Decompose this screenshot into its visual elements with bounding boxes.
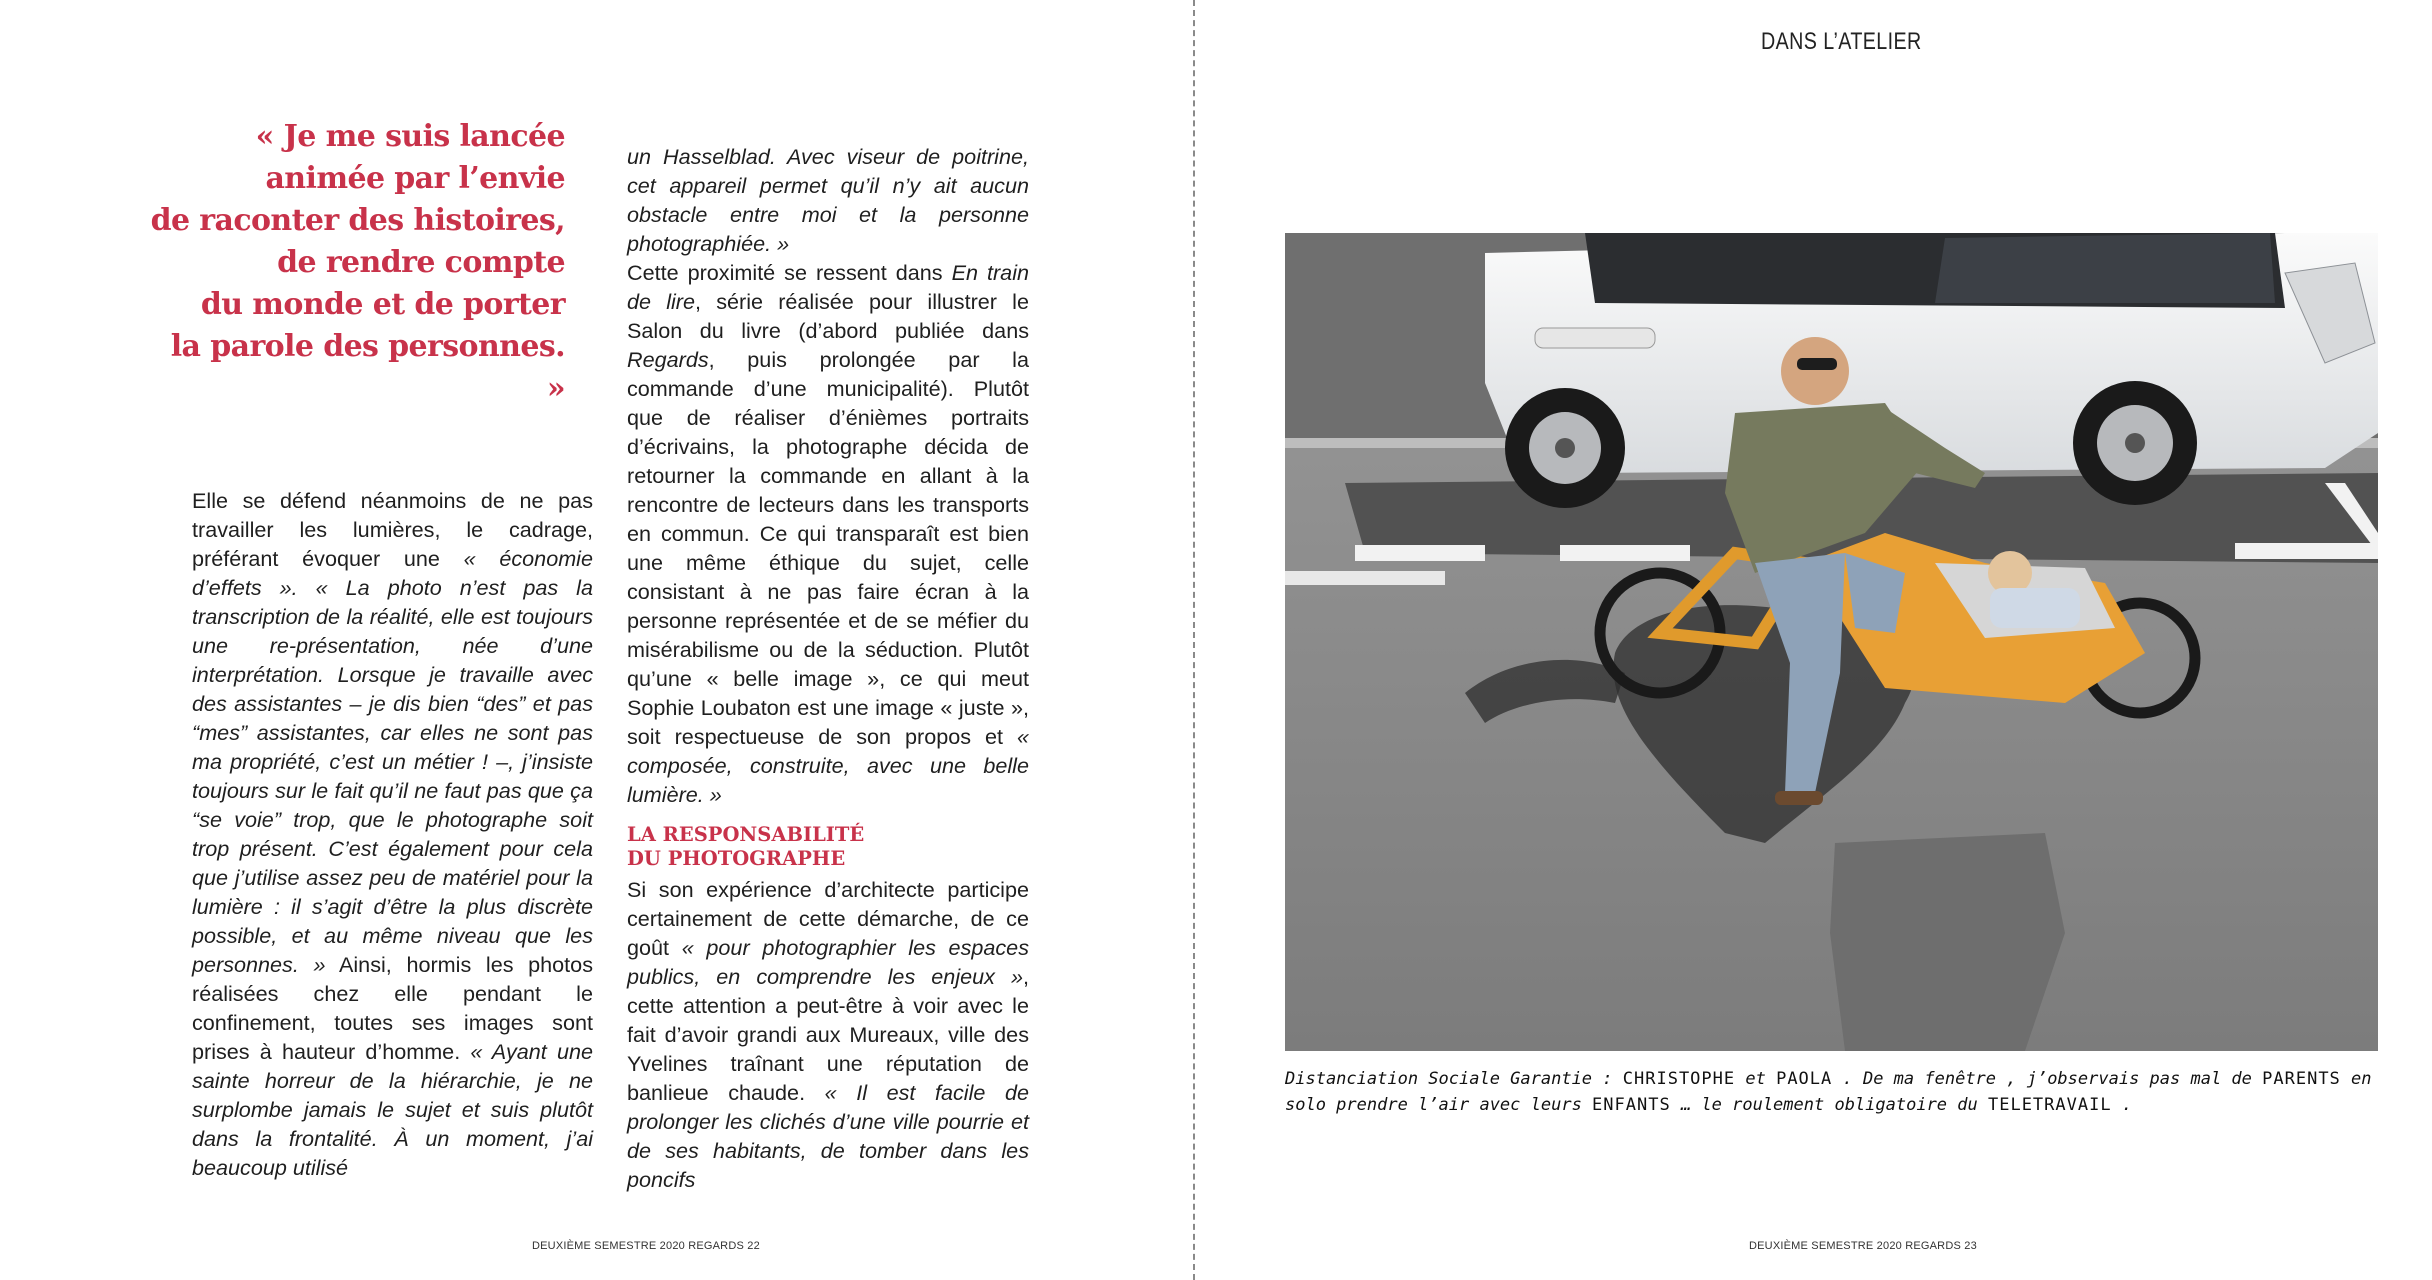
- caption-run: . De ma fenêtre , j’observais pas mal de: [1832, 1069, 2263, 1089]
- text-run-italic: « composée, construite, avec une belle lumière. »: [627, 724, 1029, 807]
- text-column-2: [627, 142, 1029, 1194]
- body-paragraph: [627, 142, 1029, 258]
- pull-quote: [150, 116, 565, 410]
- text-run-italic: « pour photographier les espaces publics, en comprendre les enjeux »: [627, 935, 1029, 989]
- text-run: , série réalisée pour illustrer le Salon du livre (d’abord publiée dans: [627, 289, 1029, 343]
- right-page: [1195, 0, 2432, 1280]
- section-label: DANS L’ATELIER: [1761, 28, 1922, 55]
- pull-quote-line: de raconter des histoires,: [150, 203, 565, 238]
- text-run: , puis prolongée par la commande d’une municipalité). Plutôt que de réaliser d’énièmes portraits d’écrivains, la photographe décida de retourner la commande en allant à la rencontre de lecteurs dans les transports en commun. Ce qui transparaît est bien une même éthique du sujet, celle consistant à ne pas faire écran à la personne représentée et de se méfier du misérabilisme ou de la séduction. Plutôt qu’une « belle image », ce qui meut Sophie Loubaton est une image « juste », soit respectueuse de son propos et: [627, 347, 1029, 749]
- text-run-italic: un Hasselblad. Avec viseur de poitrine, cet appareil permet qu’il n’y ait aucun obstacle entre moi et la personne photographiée. »: [627, 144, 1029, 256]
- caption-run-caps: CHRISTOPHE: [1622, 1069, 1736, 1089]
- section-subhead: [627, 823, 1029, 871]
- text-run: Si son expérience d’architecte participe certainement de cette démarche, de ce goût: [627, 877, 1029, 960]
- page-folio-right: DEUXIÈME SEMESTRE 2020 REGARDS 23: [1749, 1240, 1977, 1252]
- caption-run-caps: ENFANTS: [1592, 1095, 1671, 1115]
- main-photo: [1285, 233, 2378, 1051]
- text-run-italic: « Ayant une sainte horreur de la hiérarchie, je ne surplombe jamais le sujet et suis plutôt dans la frontalité. À un moment, j’ai beaucoup utilisé: [192, 1039, 593, 1180]
- text-run: , cette attention a peut-être à voir avec le fait d’avoir grandi aux Mureaux, ville des Yvelines traînant une réputation de banlieue chaude.: [627, 964, 1029, 1105]
- caption-run: Distanciation Sociale Garantie :: [1285, 1069, 1623, 1089]
- pull-quote-line: « Je me suis lancée: [255, 119, 565, 154]
- pull-quote-line: de rendre compte: [277, 245, 565, 280]
- text-run-italic: En train de lire: [627, 260, 1029, 314]
- text-run: Cette proximité se ressent dans: [627, 260, 952, 285]
- subhead-line: DU PHOTOGRAPHE: [627, 847, 846, 870]
- pull-quote-line: du monde et de porter: [200, 287, 565, 322]
- caption-run: et: [1735, 1069, 1777, 1089]
- text-run-italic: Regards: [627, 347, 709, 372]
- photo-caption: [1285, 1066, 2405, 1118]
- caption-run: en solo prendre l’air avec leurs: [1285, 1069, 2372, 1115]
- photo-illustration: [1285, 233, 2378, 1051]
- caption-run-caps: PARENTS: [2262, 1069, 2341, 1089]
- subhead-line: LA RESPONSABILITÉ: [627, 823, 865, 846]
- text-run: Elle se défend néanmoins de ne pas travailler les lumières, le cadrage, préférant évoquer une: [192, 488, 593, 571]
- caption-run: … le roulement obligatoire du: [1670, 1095, 1988, 1115]
- left-page: [0, 0, 1193, 1280]
- body-paragraph: [627, 875, 1029, 1194]
- pull-quote-line: la parole des personnes. »: [170, 329, 565, 406]
- caption-run: .: [2111, 1095, 2133, 1115]
- caption-run-caps: PAOLA: [1776, 1069, 1833, 1089]
- text-run-italic: « économie d’effets ». « La photo n’est pas la transcription de la réalité, elle est toujours une re-présentation, née d’une interprétation. Lorsque je travaille avec des assistantes – je dis bien “des” et pas “mes” assistantes, car elles ne sont pas ma propriété, c’est un métier ! –, j’insiste toujours sur le fait qu’il ne faut pas que ça “se voie” trop, que le photographe soit trop présent. C’est également pour cela que j’utilise assez peu de matériel pour la lumière : il s’agit d’être la plus discrète possible, et au même niveau que les personnes. »: [192, 546, 593, 977]
- pull-quote-line: animée par l’envie: [265, 161, 565, 196]
- caption-run-caps: TELETRAVAIL: [1987, 1095, 2112, 1115]
- text-run-italic: « Il est facile de prolonger les clichés d’une ville pourrie et de ses habitants, de tomber dans les poncifs: [627, 1080, 1029, 1192]
- text-column-1: [192, 486, 593, 1182]
- text-run: Ainsi, hormis les photos réalisées chez elle pendant le confinement, toutes ses images sont prises à hauteur d’homme.: [192, 952, 593, 1064]
- body-paragraph: [627, 258, 1029, 809]
- body-paragraph: [192, 486, 593, 1182]
- page-folio-left: DEUXIÈME SEMESTRE 2020 REGARDS 22: [532, 1240, 760, 1252]
